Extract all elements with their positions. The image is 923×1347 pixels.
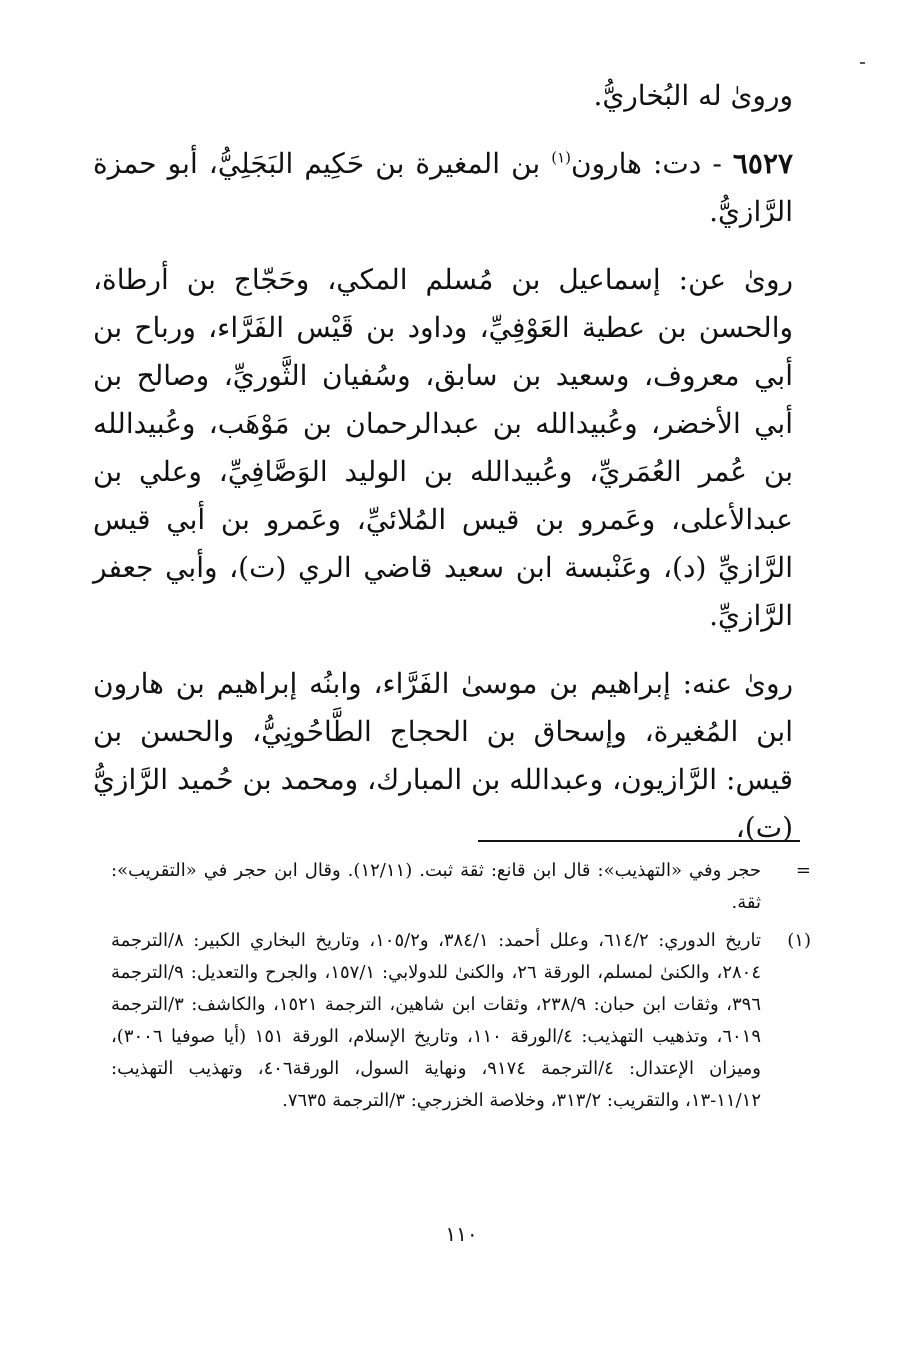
footnote-label: (١) — [787, 930, 811, 951]
footnote-1 — [111, 925, 811, 1117]
continued-line: وروىٰ له البُخاريُّ. — [593, 79, 793, 112]
page-number: ١١٠ — [445, 1222, 478, 1246]
narrated-from-label: روىٰ عن: — [660, 263, 793, 296]
entry-lead: - دت: هارون — [571, 147, 733, 180]
main-text — [93, 72, 793, 872]
narrated-by-label: روىٰ عنه: — [670, 667, 793, 700]
narrated-by-paragraph — [93, 660, 793, 852]
narrated-from-text: إسماعيل بن مُسلم المكي، وحَجّاج بن أرطاة، والحسن بن عطية العَوْفِيِّ، وداود بن قَيْس الفَرَّاء، ورباح بن أبي معروف، وسعيد بن سابق، وسُفيان الثَّوريِّ، وصالح بن أبي الأخضر، وعُبيدالله بن عبدالرحمان بن مَوْهَب، وعُبيدالله بن عُمر العُمَريِّ، وعُبيدالله بن الوليد الوَصَّافِيِّ، وعلي بن عبدالأعلى، وعَمرو بن قيس المُلائيِّ، وعَمرو بن أبي قيس الرَّازيِّ (د)، وعَنْبسة ابن سعيد قاضي الري (ت)، وأبي جعفر الرَّازيِّ. — [93, 263, 793, 632]
entry-heading — [93, 140, 793, 236]
footnote-divider — [478, 840, 800, 842]
footnote-text: حجر وفي «التهذيب»: قال ابن قانع: ثقة ثبت. (١٢/١١). وقال ابن حجر في «التقريب»: ثقة. — [111, 860, 761, 913]
narrated-by-text: إبراهيم بن موسىٰ الفَرَّاء، وابنُه إبراهيم بن هارون ابن المُغيرة، وإسحاق بن الحجاج الطَّاحُونِيُّ، والحسن بن قيس: الرَّازيون، وعبدالله بن المبارك، ومحمد بن حُميد الرَّازيُّ (ت)، — [93, 667, 793, 844]
footnote-marker: (١) — [551, 148, 572, 167]
corner-mark — [860, 62, 865, 64]
entry-number: ٦٥٢٧ — [732, 147, 794, 180]
footnote-continuation — [111, 855, 811, 919]
footnotes — [111, 855, 811, 1123]
entry-heading-rest: بن المغيرة بن حَكِيم البَجَلِيُّ، أبو حمزة الرَّازيُّ. — [93, 147, 793, 228]
narrated-from-paragraph — [93, 256, 793, 640]
footnote-label: = — [795, 860, 811, 881]
footnote-text: تاريخ الدوري: ٦١٤/٢، وعلل أحمد: ٣٨٤/١، و١٠٥/٢، وتاريخ البخاري الكبير: ٨/الترجمة ٢٨٠٤، والكنىٰ لمسلم، الورقة ٢٦، والكنىٰ للدولابي: ١٥٧/١، والجرح والتعديل: ٩/الترجمة ٣٩٦، وثقات ابن حبان: ٢٣٨/٩، وثقات ابن شاهين، الترجمة ١٥٢١، والكاشف: ٣/الترجمة ٦٠١٩، وتذهيب التهذيب: ٤/الورقة ١١٠، وتاريخ الإسلام، الورقة ١٥١ (أيا صوفيا ٣٠٠٦)، وميزان الإعتدال: ٤/الترجمة ٩١٧٤، ونهاية السول، الورقة٤٠٦، وتهذيب التهذيب: ١١/١٢-١٣، والتقريب: ٣١٣/٢، وخلاصة الخزرجي: ٣/الترجمة ٧٦٣٥. — [111, 930, 761, 1111]
